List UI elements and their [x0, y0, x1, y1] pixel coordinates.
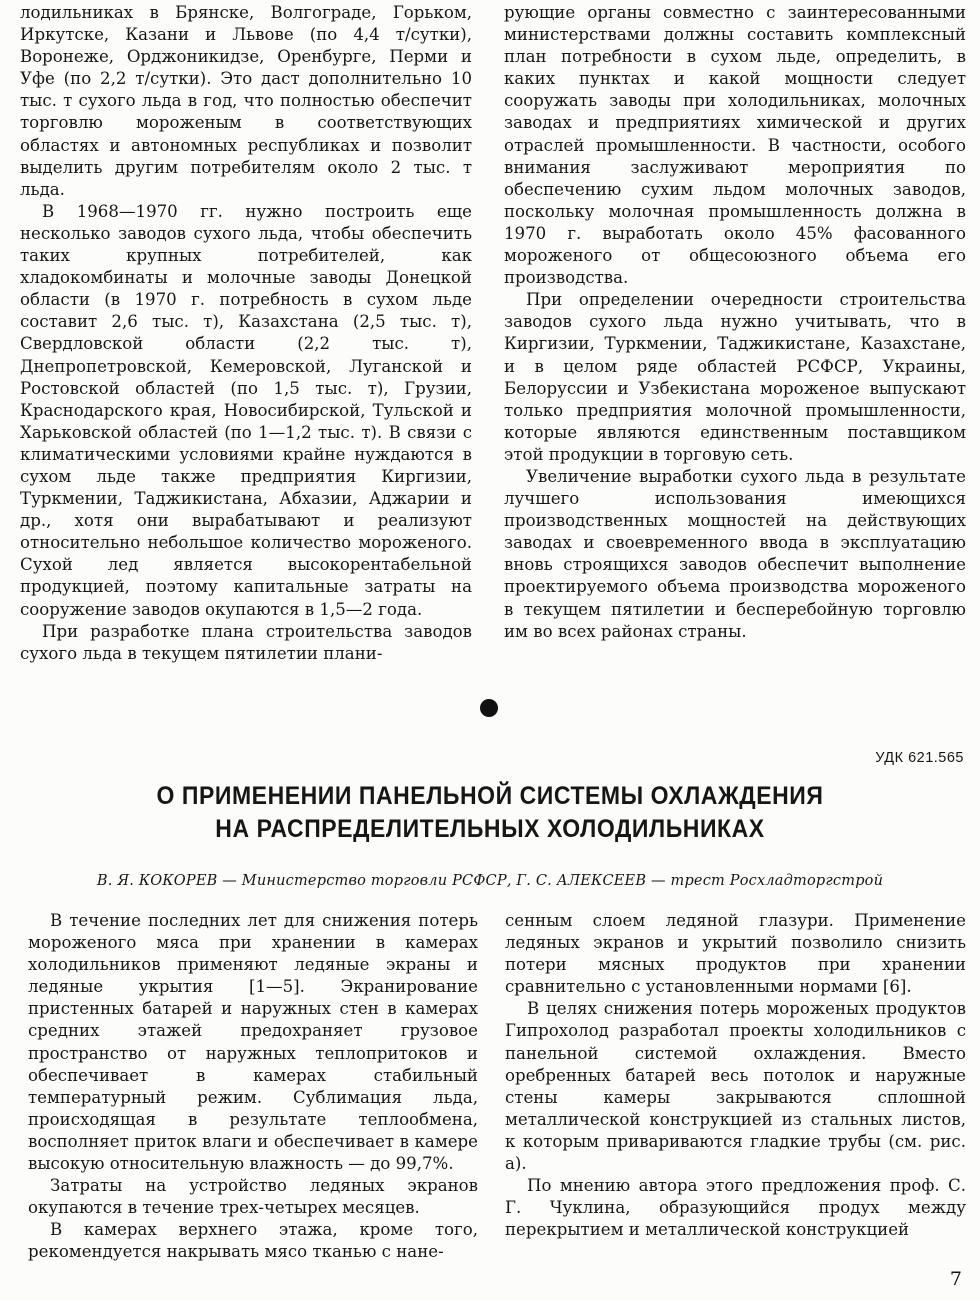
- udc-code: УДК 621.565: [875, 750, 964, 766]
- paragraph: рующие органы совместно с заинтересованными министерствами должны составить комплексный план потребности в сухом льде, определить, в каких пунктах и какой мощности следует сооружать заводы при холодильниках, молочных заводах и предприятиях химической и других отраслей промышленности. В частности, особого внимания заслуживают мероприятия по обеспечению сухим льдом молочных заводов, поскольку молочная промышленность должна в 1970 г. выработать около 45% фасованного мороженого от общесоюзного объема его производства.: [504, 3, 966, 288]
- paragraph: В целях снижения потерь мороженых продуктов Гипрохолод разработал проекты холодильников с панельной системой охлаждения. Вместо оребренных батарей весь потолок и наружные стены камеры закрываются сплошной металлической конструкцией из стальных листов, к которым привариваются гладкие трубы (см. рис. а).: [505, 999, 966, 1174]
- article-title: [39, 780, 941, 846]
- paragraph: сенным слоем ледяной глазури. Применение ледяных экранов и укрытий позволило снизить потери мясных продуктов при хранении сравнительно с установленными нормами [6].: [505, 911, 966, 997]
- article-authors: В. Я. КОКОРЕВ — Министерство торговли РСФСР, Г. С. АЛЕКСЕЕВ — трест Росхладторгстрой: [96, 873, 884, 889]
- article-right-column: [505, 910, 966, 1241]
- paragraph: Затраты на устройство ледяных экранов окупаются в течение трех-четырех месяцев.: [28, 1176, 478, 1218]
- paragraph: В 1968—1970 гг. нужно построить еще несколько заводов сухого льда, чтобы обеспечить таких крупных потребителей, как хладокомбинаты и молочные заводы Донецкой области (в 1970 г. потребность в сухом льде составит 2,6 тыс. т), Казахстана (2,5 тыс. т), Свердловской области (2,2 тыс. т), Днепропетровской, Кемеровской, Луганской и Ростовской областей (по 1,5 тыс. т), Грузии, Краснодарского края, Новосибирской, Тульской и Харьковской областей (по 1—1,2 тыс. т). В связи с климатическими условиями крайне нуждаются в сухом льде также предприятия Киргизии, Туркмении, Таджикистана, Абхазии, Аджарии и др., хотя они вырабатывают и реализуют относительно небольшое количество мороженого. Сухой лед является высокорентабельной продукцией, поэтому капитальные затраты на сооружение заводов окупаются в 1,5—2 года.: [20, 201, 472, 619]
- paragraph: При разработке плана строительства заводов сухого льда в текущем пятилетии плани-: [20, 621, 472, 663]
- upper-left-column: [20, 2, 472, 665]
- section-separator-dot: [480, 699, 498, 717]
- paragraph: В камерах верхнего этажа, кроме того, рекомендуется накрывать мясо тканью с нане-: [28, 1220, 478, 1262]
- paragraph: Увеличение выработки сухого льда в результате лучшего использования имеющихся производственных мощностей на действующих заводах и своевременного ввода в эксплуатацию вновь строящихся заводов обеспечит выполнение проектируемого объема производства мороженого в текущем пятилетии и бесперебойную торговлю им во всех районах страны.: [504, 466, 966, 641]
- paragraph: По мнению автора этого предложения проф. С. Г. Чуклина, образующийся продух между перекрытием и металлической конструкцией: [505, 1176, 966, 1240]
- paragraph: лодильниках в Брянске, Волгограде, Горьком, Иркутске, Казани и Львове (по 4,4 т/сутки), Воронеже, Орджоникидзе, Оренбурге, Перми и Уфе (по 2,2 т/сутки). Это даст дополнительно 10 тыс. т сухого льда в год, что полностью обеспечит торговлю мороженым в соответствующих областях и автономных республиках и позволит выделить другим потребителям около 2 тыс. т льда.: [20, 3, 472, 199]
- article-title-line-1: О ПРИМЕНЕНИИ ПАНЕЛЬНОЙ СИСТЕМЫ ОХЛАЖДЕНИЯ: [156, 782, 824, 810]
- article-title-line-2: НА РАСПРЕДЕЛИТЕЛЬНЫХ ХОЛОДИЛЬНИКАХ: [215, 815, 765, 843]
- paragraph: При определении очередности строительства заводов сухого льда нужно учитывать, что в Киргизии, Туркмении, Таджикистане, Казахстане, и в целом ряде областей РСФСР, Украины, Белоруссии и Узбекистана мороженое выпускают только предприятия молочной промышленности, которые являются единственным поставщиком этой продукции в торговую сеть.: [504, 290, 966, 464]
- paragraph: В течение последних лет для снижения потерь мороженого мяса при хранении в камерах холодильников применяют ледяные экраны и ледяные укрытия [1—5]. Экранирование пристенных батарей и наружных стен в камерах средних этажей предохраняет грузовое пространство от наружных теплопритоков и обеспечивает в камерах стабильный температурный режим. Сублимация льда, происходящая в результате теплообмена, восполняет приток влаги и обеспечивает в камере высокую относительную влажность — до 99,7%.: [28, 911, 478, 1174]
- article-left-column: [28, 910, 478, 1264]
- page-number: 7: [949, 1268, 962, 1290]
- upper-right-column: [504, 2, 966, 643]
